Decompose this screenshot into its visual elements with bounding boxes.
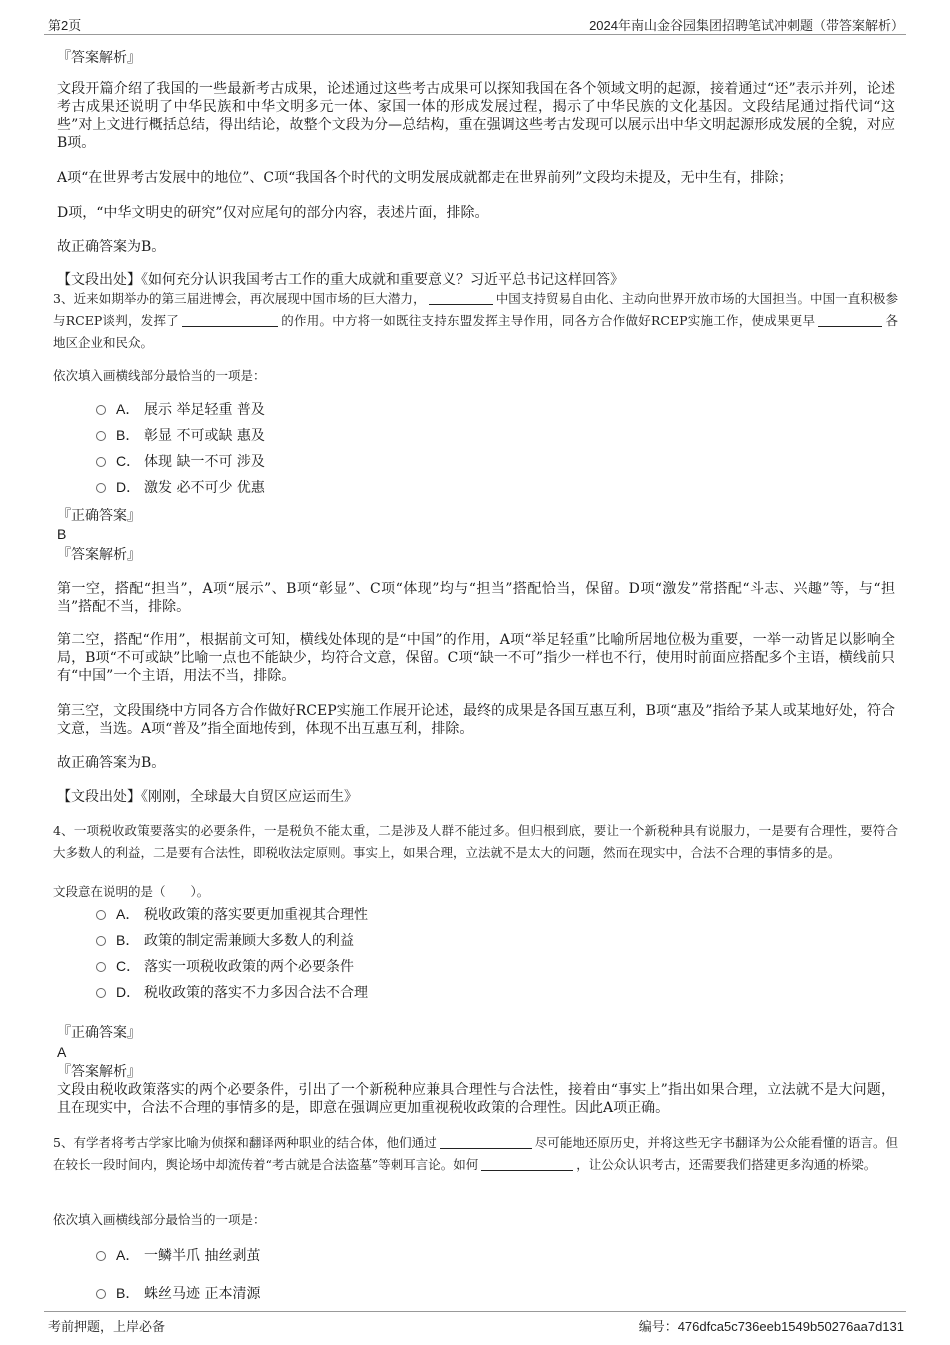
option-letter: A．: [116, 401, 140, 417]
q5-stem-part-a: 5、有学者将考古学家比喻为侦探和翻译两种职业的结合体，他们通过: [53, 1135, 437, 1150]
option-letter: D．: [116, 984, 141, 1000]
radio-icon[interactable]: [96, 1251, 106, 1261]
q2-conclusion: 故正确答案为B。: [57, 239, 166, 255]
q4-option-b[interactable]: [96, 931, 354, 950]
q3-blank-3: [818, 314, 882, 327]
q3-instruction: 依次填入画横线部分最恰当的一项是：: [53, 368, 266, 383]
q3-analysis-p2: 第二空，搭配“作用”，根据前文可知，横线处体现的是“中国”的作用，A项“举足轻重”比喻所居地位极为重要，一举一动皆足以影响全局，B项“不可或缺”比喻一点也不能缺少，均符合文意，保留。C项“缺一不可”指少一样也不行，使用时前面应搭配多个主语，横线前只有“中国”一个主语，用法不当，排除。: [57, 632, 895, 684]
q2-analysis-p1: 文段开篇介绍了我国的一些最新考古成果，论述通过这些考古成果可以探知我国在各个领域文明的起源，接着通过“还”表示并列，论述考古成果还说明了中华民族和中华文明多元一体、家国一体的形成发展过程，揭示了中华民族的文化基因。文段结尾通过指代词“这些”对上文进行概括总结，得出结论，故整个文段为分—总结构，重在强调这些考古发现可以展示出中华文明起源形成发展的全貌，对应B项。: [57, 81, 895, 151]
q2-analysis-p2: A项“在世界考古发展中的地位”、C项“我国各个时代的文明发展成就都走在世界前列”文段均未提及，无中生有，排除；: [57, 170, 793, 186]
option-text: 税收政策的落实要更加重视其合理性: [144, 907, 368, 923]
q4-option-d[interactable]: [96, 983, 368, 1002]
option-letter: C．: [116, 453, 141, 469]
option-letter: B．: [116, 427, 140, 443]
q3-analysis-p1: 第一空，搭配“担当”，A项“展示”、B项“彰显”、C项“体现”均与“担当”搭配恰当，保留。D项“激发”常搭配“斗志、兴趣”等，与“担当”搭配不当，排除。: [57, 581, 895, 615]
analysis-label: 『答案解析』: [57, 1064, 141, 1080]
radio-icon[interactable]: [96, 431, 106, 441]
option-text: 彰显 不可或缺 惠及: [144, 428, 265, 444]
option-text: 税收政策的落实不力多因合法不合理: [144, 985, 368, 1001]
q4-question: 文段意在说明的是（ ）。: [53, 884, 210, 899]
option-letter: B．: [116, 932, 140, 948]
q3-option-b[interactable]: [96, 426, 265, 445]
q3-option-c[interactable]: [96, 452, 265, 471]
q5-stem-part-b: 尽可能地还原历史，并将这些无字书翻译为公众能看懂的语言。但在较长一段时间内，舆论场中却流传着“考古就是合法盗墓”等刺耳言论。如何: [53, 1135, 898, 1172]
q5-option-b[interactable]: [96, 1284, 260, 1303]
option-letter: D．: [116, 479, 141, 495]
option-text: 蛛丝马迹 正本清源: [144, 1286, 261, 1302]
q4-option-c[interactable]: [96, 957, 354, 976]
q3-option-a[interactable]: [96, 400, 265, 419]
q2-analysis-p3: D项，“中华文明史的研究”仅对应尾句的部分内容，表述片面，排除。: [57, 205, 489, 221]
footer-slogan: 考前押题，上岸必备: [48, 1319, 166, 1334]
page-header: [44, 14, 906, 35]
q3-analysis-p3: 第三空，文段围绕中方同各方合作做好RCEP实施工作展开论述，最终的成果是各国互惠互利，B项“惠及”指给予某人或某地好处，符合文意，当选。A项“普及”指全面地传到，体现不出互惠互利，排除。: [57, 703, 895, 737]
page-number: 第2页: [48, 18, 82, 33]
q2-source-title: 《如何充分认识我国考古工作的重大成就和重要意义？习近平总书记这样回答》: [141, 272, 624, 288]
option-text: 落实一项税收政策的两个必要条件: [144, 959, 354, 975]
option-text: 政策的制定需兼顾大多数人的利益: [144, 933, 354, 949]
q3-stem-part-a: 3、近来如期举办的第三届进博会，再次展现中国市场的巨大潜力，: [53, 291, 426, 306]
q3-blank-2: [182, 314, 278, 327]
radio-icon[interactable]: [96, 910, 106, 920]
radio-icon[interactable]: [96, 936, 106, 946]
radio-icon[interactable]: [96, 405, 106, 415]
q3-source: [57, 788, 895, 806]
source-tag: 【文段出处】: [57, 272, 141, 288]
analysis-label: 『答案解析』: [57, 50, 141, 66]
page-footer: [44, 1311, 906, 1332]
q3-stem-part-d: 各地区企业和民众。: [53, 313, 898, 350]
source-tag: 【文段出处】: [57, 789, 141, 805]
option-text: 一鳞半爪 抽丝剥茧: [144, 1248, 261, 1264]
q5-blank-1: [440, 1136, 532, 1149]
radio-icon[interactable]: [96, 988, 106, 998]
option-text: 展示 举足轻重 普及: [144, 402, 265, 418]
q3-source-title: 《刚刚，全球最大自贸区应运而生》: [141, 789, 358, 805]
q2-source: [57, 271, 895, 289]
q4-stem: 4、一项税收政策要落实的必要条件，一是税负不能太重，二是涉及人群不能过多。但归根到底，要让一个新税种具有说服力，一是要有合理性，要符合大多数人的利益，二是要有合法性，即税收法定原则。事实上，如果合理，立法就不是太大的问题，然而在现实中，合法不合理的事情多的是。: [53, 823, 898, 860]
option-letter: B．: [116, 1285, 140, 1301]
radio-icon[interactable]: [96, 457, 106, 467]
radio-icon[interactable]: [96, 1289, 106, 1299]
q3-stem-part-b: 中国支持贸易自由化、主动向世界开放市场的大国担当。中国一直积极参与RCEP谈判，发挥了: [53, 291, 898, 328]
q5-stem: [53, 1132, 898, 1176]
q5-stem-part-c: ，让公众认识考古，还需要我们搭建更多沟通的桥梁。: [576, 1157, 877, 1172]
option-letter: A．: [116, 1247, 140, 1263]
radio-icon[interactable]: [96, 483, 106, 493]
correct-answer-label: 『正确答案』: [57, 508, 141, 524]
q3-conclusion: 故正确答案为B。: [57, 755, 166, 771]
q5-instruction: 依次填入画横线部分最恰当的一项是：: [53, 1212, 266, 1227]
q4-answer: A: [57, 1044, 67, 1060]
option-text: 激发 必不可少 优惠: [144, 480, 265, 496]
document-code: 编号：476dfca5c736eeb1549b50276aa7d131: [638, 1319, 904, 1334]
q3-stem-part-c: 的作用。中方将一如既往支持东盟发挥主导作用，同各方合作做好RCEP实施工作，使成果更早: [281, 313, 816, 328]
q5-blank-2: [481, 1158, 573, 1171]
q5-option-a[interactable]: [96, 1246, 260, 1265]
q3-answer: B: [57, 526, 67, 542]
q4-option-a[interactable]: [96, 905, 368, 924]
q3-stem: [53, 288, 898, 354]
q3-option-d[interactable]: [96, 478, 265, 497]
radio-icon[interactable]: [96, 962, 106, 972]
option-letter: A．: [116, 906, 140, 922]
analysis-label: 『答案解析』: [57, 547, 141, 563]
correct-answer-label: 『正确答案』: [57, 1025, 141, 1041]
option-text: 体现 缺一不可 涉及: [144, 454, 265, 470]
option-letter: C．: [116, 958, 141, 974]
document-title: 2024年南山金谷园集团招聘笔试冲刺题（带答案解析）: [589, 18, 904, 33]
q3-blank-1: [429, 292, 493, 305]
q4-analysis: 文段由税收政策落实的两个必要条件，引出了一个新税种应兼具合理性与合法性，接着由“事实上”指出如果合理，立法就不是大问题，且在现实中，合法不合理的事情多的是，即意在强调应更加重视税收政策的合理性。因此A项正确。: [57, 1082, 895, 1116]
